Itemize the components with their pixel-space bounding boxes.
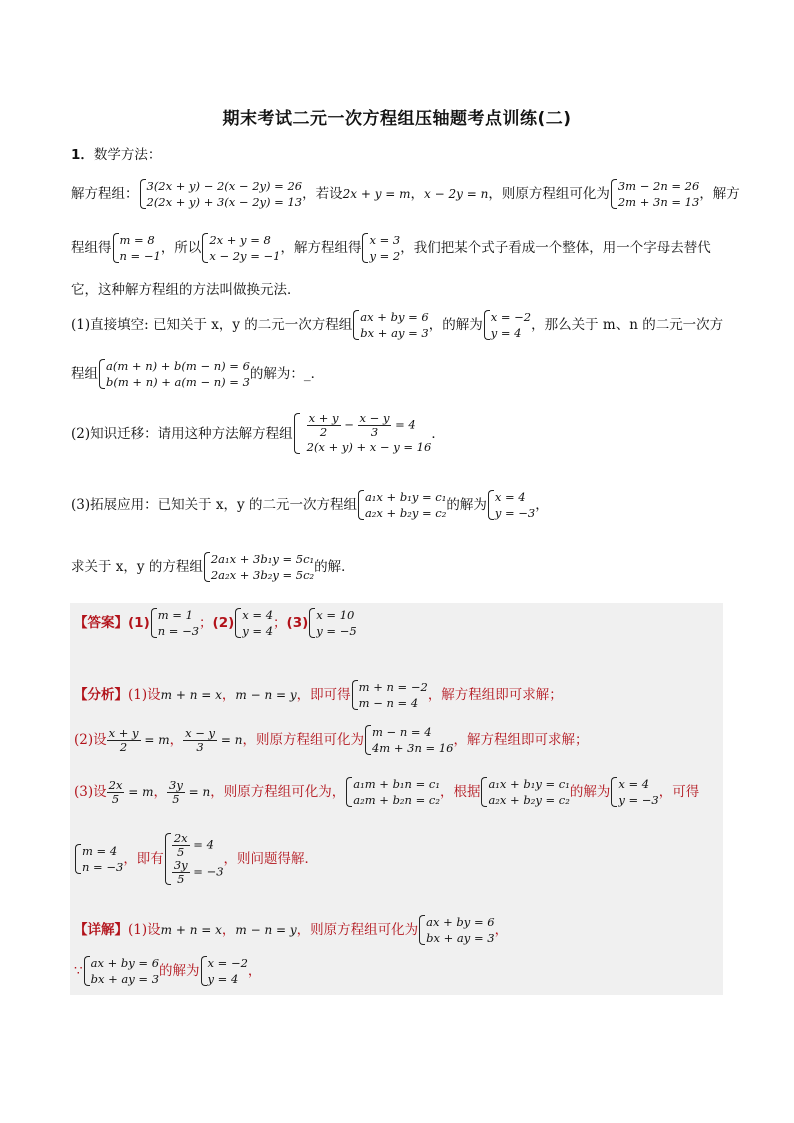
text: ∵ bbox=[74, 963, 83, 979]
text: ， bbox=[494, 922, 509, 938]
equation: x = −2 bbox=[490, 310, 532, 324]
equation: a(m + n) + b(m − n) = 6 bbox=[106, 359, 250, 373]
text: ，若设 bbox=[302, 186, 343, 202]
equation-system bbox=[98, 358, 250, 390]
text: ，则原方程组可化为 bbox=[488, 186, 610, 202]
equation: x − 2y = −1 bbox=[209, 249, 281, 263]
equation-system: m = 1 n = −3 bbox=[150, 607, 199, 639]
analysis-line-4 bbox=[74, 832, 318, 886]
text: ，那么关于 m、n 的二元一次方 bbox=[531, 317, 724, 333]
equation-system bbox=[201, 232, 280, 264]
math-inline: m + n = x bbox=[160, 923, 222, 937]
problem-header bbox=[71, 146, 161, 164]
text: ，则原方程组可化为 bbox=[242, 732, 364, 748]
text: 的解为 bbox=[159, 963, 200, 979]
text: ， bbox=[153, 784, 167, 800]
detail-line-1 bbox=[74, 914, 508, 946]
text: ，解方程组即可求解； bbox=[453, 732, 589, 748]
text: (1)设 bbox=[128, 922, 161, 938]
equation-system: a₁x + b₁y = c₁ a₂x + b₂y = c₂ bbox=[480, 776, 569, 808]
text: 的解为 bbox=[569, 784, 611, 800]
text: (3) bbox=[286, 615, 309, 631]
equation: y = 2 bbox=[369, 249, 401, 263]
part-3-line-2 bbox=[71, 551, 355, 583]
page-title: 期末考试二元一次方程组压轴题考点训练(二) bbox=[222, 109, 572, 129]
equation-system: a₁m + b₁n = c₁ a₂m + b₂n = c₂ bbox=[345, 776, 440, 808]
equation-system bbox=[293, 412, 432, 455]
text: ； bbox=[199, 615, 213, 631]
text: ， bbox=[535, 497, 549, 513]
text: ，所以 bbox=[160, 240, 202, 256]
answer-tag: 【答案】 bbox=[74, 615, 128, 631]
math-inline: $\frac{2x}{5}$ = m bbox=[108, 777, 154, 806]
problem-label: 数学方法： bbox=[93, 147, 162, 163]
text: ， bbox=[247, 963, 262, 979]
text: 求关于 x，y 的方程组 bbox=[71, 559, 203, 575]
intro-line-3: 它，这种解方程组的方法叫做换元法． bbox=[71, 282, 301, 298]
equation-system bbox=[487, 489, 535, 521]
math-inline: 2x + y = m bbox=[342, 187, 411, 201]
analysis-tag: 【分析】 bbox=[74, 687, 128, 703]
equation-system: ax + by = 6 bx + ay = 3 bbox=[83, 955, 159, 987]
text: ，解方 bbox=[699, 186, 740, 202]
text: ， bbox=[221, 687, 236, 703]
equation-system bbox=[483, 309, 531, 341]
text: ，则原方程组可化为 bbox=[296, 922, 419, 938]
answer-blank-text: 的解为：_． bbox=[249, 366, 325, 382]
text: ，则原方程组可化为， bbox=[210, 784, 346, 800]
math-inline: m + n = x bbox=[160, 688, 222, 702]
detail-line-2 bbox=[74, 955, 261, 987]
intro-line-2 bbox=[71, 232, 711, 264]
equation: n = −1 bbox=[119, 249, 161, 263]
text: ， bbox=[221, 922, 236, 938]
text: ，的解为 bbox=[428, 317, 483, 333]
part-2 bbox=[71, 412, 445, 455]
equation: a₂x + b₂y = c₂ bbox=[364, 506, 447, 520]
text: ． bbox=[431, 425, 445, 442]
answer-line bbox=[74, 607, 357, 639]
equation: ax + by = 6 bbox=[360, 310, 429, 324]
equation-system bbox=[352, 309, 428, 341]
text: 的解． bbox=[314, 559, 355, 575]
equation: m = 8 bbox=[119, 233, 155, 247]
text: ，解方程组即可求解； bbox=[427, 687, 563, 703]
equation-system: x = −2 y = 4 bbox=[200, 955, 248, 987]
detail-tag: 【详解】 bbox=[74, 922, 128, 938]
text: ， bbox=[410, 186, 425, 202]
text: ，则问题得解． bbox=[223, 851, 319, 867]
analysis-line-2 bbox=[74, 724, 588, 756]
equation: 2m + 3n = 13 bbox=[617, 195, 700, 209]
text: ，解方程组得 bbox=[280, 240, 362, 256]
text: (2)知识迁移：请用这种方法解方程组 bbox=[71, 425, 293, 442]
equation: 2a₂x + 3b₂y = 5c₂ bbox=[210, 568, 315, 582]
equation: 3(2x + y) − 2(x − 2y) = 26 bbox=[146, 179, 303, 193]
equation-system bbox=[357, 489, 446, 521]
problem-number: 1． bbox=[71, 147, 94, 163]
equation: 2(x + y) + x − y = 16 bbox=[306, 440, 432, 454]
text: (1) bbox=[128, 615, 150, 631]
text: ， bbox=[169, 732, 184, 748]
fraction: $\frac{x - y}{3}$ bbox=[359, 411, 390, 439]
part-3-line-1 bbox=[71, 489, 549, 521]
equation-system-original bbox=[139, 178, 303, 210]
equation-system: x = 10 y = −5 bbox=[308, 607, 356, 639]
text: 程组 bbox=[71, 366, 98, 382]
equation-system: $\frac{2x}{5}$ = 4 $\frac{3y}{5}$ = −3 bbox=[164, 832, 224, 886]
equation-system: m − n = 4 4m + 3n = 16 bbox=[364, 724, 453, 756]
math-inline: $\frac{x + y}{2}$ = m bbox=[108, 725, 170, 754]
math-inline: $\frac{x - y}{3}$ = n bbox=[185, 725, 243, 754]
text: (3)拓展应用：已知关于 x，y 的二元一次方程组 bbox=[71, 497, 357, 513]
equation: 2a₁x + 3b₁y = 5c₁ bbox=[210, 552, 315, 566]
equation: x = 4 bbox=[494, 490, 526, 504]
equation-system-substituted bbox=[610, 178, 699, 210]
equation: x = 3 bbox=[369, 233, 401, 247]
text: (1)设 bbox=[128, 687, 161, 703]
text: 解方程组： bbox=[71, 186, 139, 202]
equation-system: m + n = −2 m − n = 4 bbox=[351, 679, 428, 711]
intro-line-1 bbox=[71, 178, 740, 210]
text: (3)设 bbox=[74, 784, 107, 800]
text: ，即有 bbox=[123, 851, 164, 867]
text: (1)直接填空: 已知关于 x，y 的二元一次方程组 bbox=[71, 317, 353, 333]
text: ； bbox=[273, 615, 287, 631]
fraction: $\frac{x + y}{2}$ bbox=[308, 411, 339, 439]
math-inline: m − n = y bbox=[235, 923, 297, 937]
text: (2) bbox=[212, 615, 235, 631]
equation: b(m + n) + a(m − n) = 3 bbox=[106, 375, 250, 389]
text: 程组得 bbox=[71, 240, 112, 256]
equation: a₁x + b₁y = c₁ bbox=[364, 490, 447, 504]
equation-system bbox=[361, 232, 400, 264]
text: 的解为 bbox=[446, 497, 487, 513]
equation-system: x = 4 y = 4 bbox=[234, 607, 273, 639]
equation: $\frac{x + y}{2}$ − $\frac{x - y}{3}$ = 4 bbox=[308, 411, 416, 439]
equation-system: ax + by = 6 bx + ay = 3 bbox=[418, 914, 494, 946]
text: ，可得 bbox=[658, 784, 700, 800]
equation: 2(2x + y) + 3(x − 2y) = 13 bbox=[146, 195, 303, 209]
equation-system bbox=[203, 551, 314, 583]
equation: y = −3 bbox=[494, 506, 536, 520]
text: (2)设 bbox=[74, 732, 107, 748]
text: ，即可得 bbox=[296, 687, 351, 703]
equation: y = 4 bbox=[490, 326, 522, 340]
math-inline: m − n = y bbox=[235, 688, 297, 702]
equation: 2x + y = 8 bbox=[209, 233, 271, 247]
math-inline: x − 2y = n bbox=[424, 187, 489, 201]
math-inline: $\frac{3y}{5}$ = n bbox=[169, 777, 211, 806]
analysis-line-1 bbox=[74, 679, 563, 711]
equation: 3m − 2n = 26 bbox=[617, 179, 700, 193]
text: ，根据 bbox=[439, 784, 481, 800]
part-1-line-1 bbox=[71, 309, 723, 341]
equation-system bbox=[112, 232, 161, 264]
text: ，我们把某个式子看成一个整体，用一个字母去替代 bbox=[400, 240, 711, 256]
equation: bx + ay = 3 bbox=[360, 326, 429, 340]
part-1-line-2 bbox=[71, 358, 324, 390]
equation-system: x = 4 y = −3 bbox=[610, 776, 658, 808]
equation-system: m = 4 n = −3 bbox=[74, 843, 123, 875]
analysis-line-3 bbox=[74, 776, 699, 808]
